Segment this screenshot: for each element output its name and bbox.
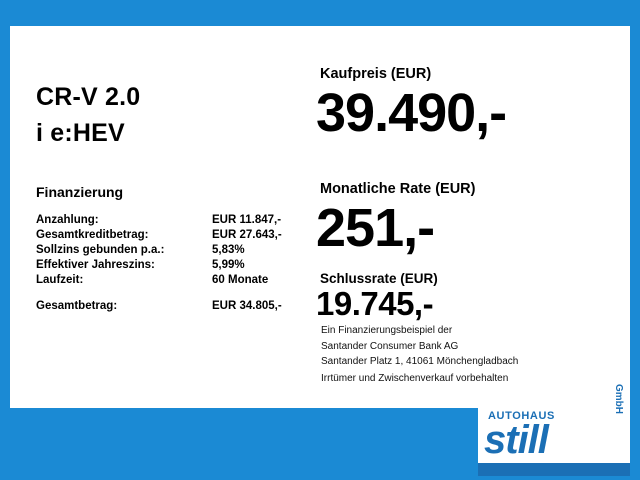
- table-row-total: [36, 300, 301, 315]
- logo-gmbh-text: GmbH: [613, 384, 624, 414]
- final-rate-value: 19.745,-: [316, 285, 434, 322]
- financing-total-value: EUR 34.805,-: [212, 300, 282, 312]
- financing-value: 5,83%: [212, 244, 245, 256]
- financing-heading: Finanzierung: [36, 184, 124, 200]
- financing-label: Anzahlung:: [36, 214, 99, 226]
- final-rate-label: Schlussrate (EUR): [320, 271, 438, 286]
- disclaimer-text: Irrtümer und Zwischenverkauf vorbehalten: [321, 373, 509, 384]
- table-row: [36, 259, 301, 274]
- vehicle-model-line2: i e:HEV: [36, 118, 125, 147]
- monthly-rate-value: 251,-: [316, 198, 435, 258]
- bank-note-line1: Ein Finanzierungsbeispiel der: [321, 325, 453, 336]
- financing-value: EUR 11.847,-: [212, 214, 282, 226]
- table-row: [36, 214, 301, 229]
- financing-label: Effektiver Jahreszins:: [36, 259, 155, 271]
- bank-note-line3: Santander Platz 1, 41061 Mönchengladbach: [321, 356, 519, 367]
- table-spacer: [36, 289, 301, 300]
- financing-value: EUR 27.643,-: [212, 229, 282, 241]
- financing-total-label: Gesamtbetrag:: [36, 300, 118, 312]
- financing-table: [36, 214, 301, 315]
- logo-bar: [478, 463, 630, 476]
- dealer-logo: [478, 384, 630, 476]
- table-row: [36, 274, 301, 289]
- bank-note-line2: Santander Consumer Bank AG: [321, 340, 459, 352]
- financing-label: Sollzins gebunden p.a.:: [36, 244, 165, 256]
- purchase-price-value: 39.490,-: [316, 83, 507, 143]
- logo-main-text: still: [484, 418, 548, 462]
- vehicle-model-line1: CR-V 2.0: [36, 83, 141, 111]
- table-row: [36, 244, 301, 259]
- table-row: [36, 229, 301, 244]
- vehicle-offer-card: [10, 26, 630, 408]
- bank-note: [321, 323, 611, 370]
- financing-label: Laufzeit:: [36, 274, 84, 286]
- monthly-rate-label: Monatliche Rate (EUR): [320, 181, 476, 197]
- financing-value: 5,99%: [212, 259, 245, 271]
- vehicle-model-title: [36, 80, 306, 151]
- financing-label: Gesamtkreditbetrag:: [36, 229, 149, 241]
- financing-value: 60 Monate: [212, 274, 269, 286]
- logo-top-text: AUTOHAUS: [488, 410, 555, 422]
- purchase-price-label: Kaufpreis (EUR): [320, 66, 432, 82]
